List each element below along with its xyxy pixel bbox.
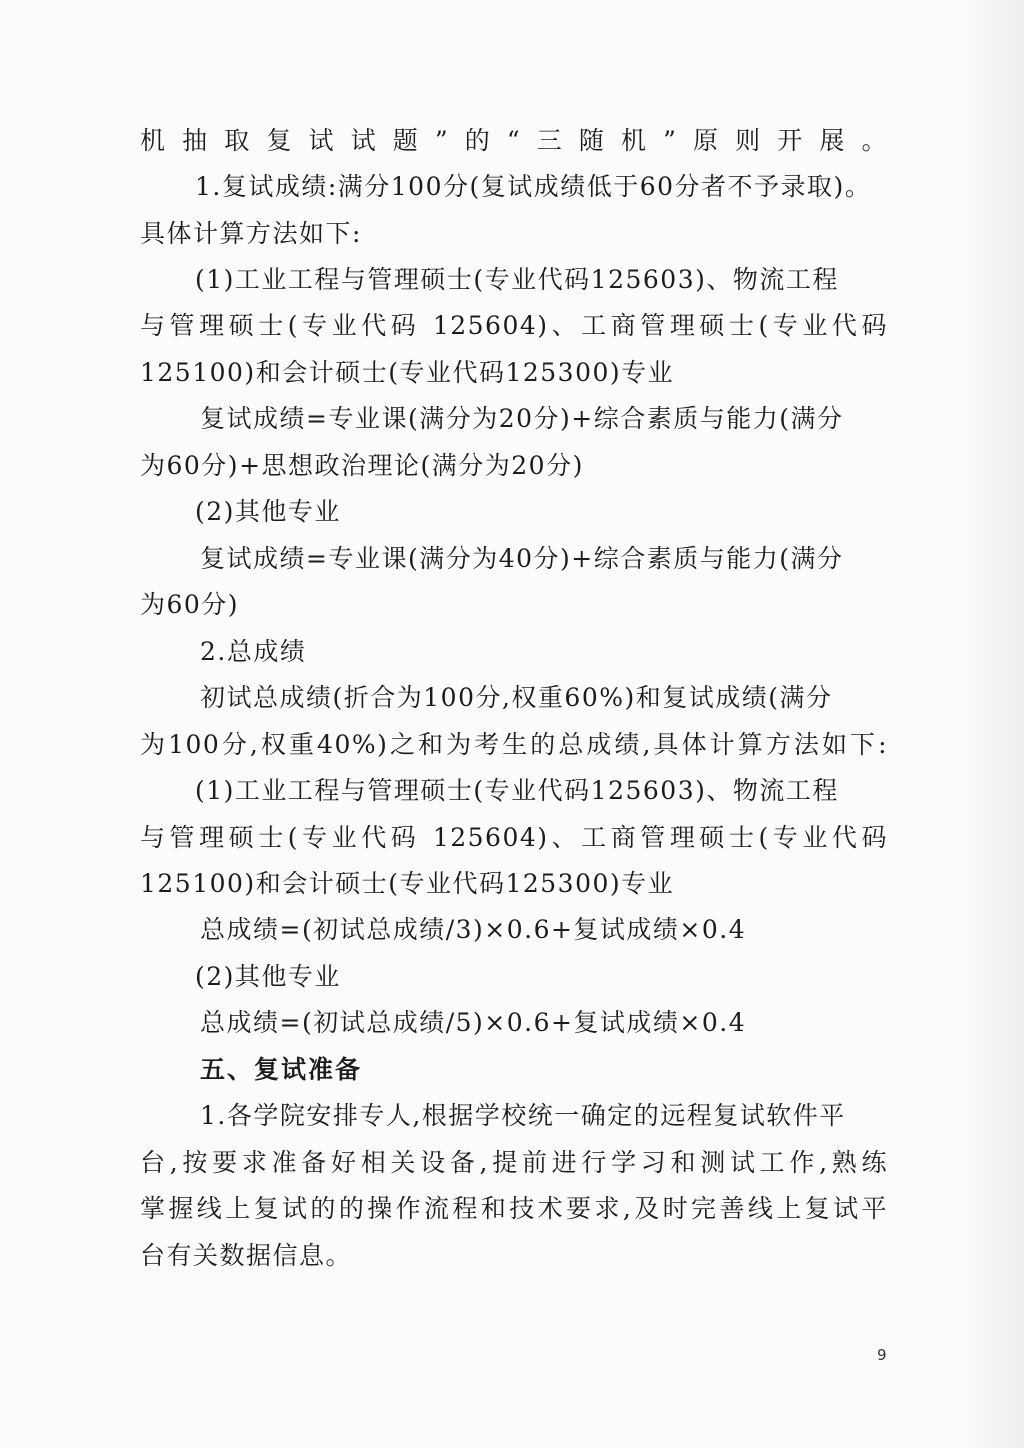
body-line: 掌握线上复试的的操作流程和技术要求,及时完善线上复试平 [140,1194,888,1223]
body-line: (2)其他专业 [195,962,341,991]
body-line: (2)其他专业 [195,497,341,526]
body-line: 为100分,权重40%)之和为考生的总成绩,具体计算方法如下: [140,730,888,759]
body-line: (1)工业工程与管理硕士(专业代码125603)、物流工程 [195,265,839,294]
body-line: 1.各学院安排专人,根据学校统一确定的远程复试软件平 [200,1101,846,1130]
body-line: 台有关数据信息。 [140,1241,353,1270]
body-line: 总成绩=(初试总成绩/5)×0.6+复试成绩×0.4 [200,1008,747,1037]
body-line: 初试总成绩(折合为100分,权重60%)和复试成绩(满分 [200,683,833,712]
body-line: 复试成绩=专业课(满分为20分)+综合素质与能力(满分 [200,404,844,433]
body-line: 为60分)+思想政治理论(满分为20分) [140,451,584,480]
body-line: (1)工业工程与管理硕士(专业代码125603)、物流工程 [195,776,839,805]
body-line: 为60分) [140,590,240,619]
page-number: 9 [877,1346,887,1364]
body-line: 125100)和会计硕士(专业代码125300)专业 [140,869,675,898]
scan-edge-shading [964,0,1024,1448]
body-line: 机抽取复试试题”的“三随机”原则开展。 [140,126,888,155]
body-line: 具体计算方法如下: [140,219,362,248]
body-line: 与管理硕士(专业代码 125604)、工商管理硕士(专业代码 [140,823,888,852]
body-line: 1.复试成绩:满分100分(复试成绩低于60分者不予录取)。 [195,172,872,201]
body-line: 复试成绩=专业课(满分为40分)+综合素质与能力(满分 [200,544,844,573]
body-line: 125100)和会计硕士(专业代码125300)专业 [140,358,675,387]
body-line: 台,按要求准备好相关设备,提前进行学习和测试工作,熟练 [140,1148,888,1177]
body-line: 总成绩=(初试总成绩/3)×0.6+复试成绩×0.4 [200,915,747,944]
body-line: 2.总成绩 [200,637,307,666]
section-heading: 五、复试准备 [200,1055,363,1084]
body-line: 与管理硕士(专业代码 125604)、工商管理硕士(专业代码 [140,311,888,340]
